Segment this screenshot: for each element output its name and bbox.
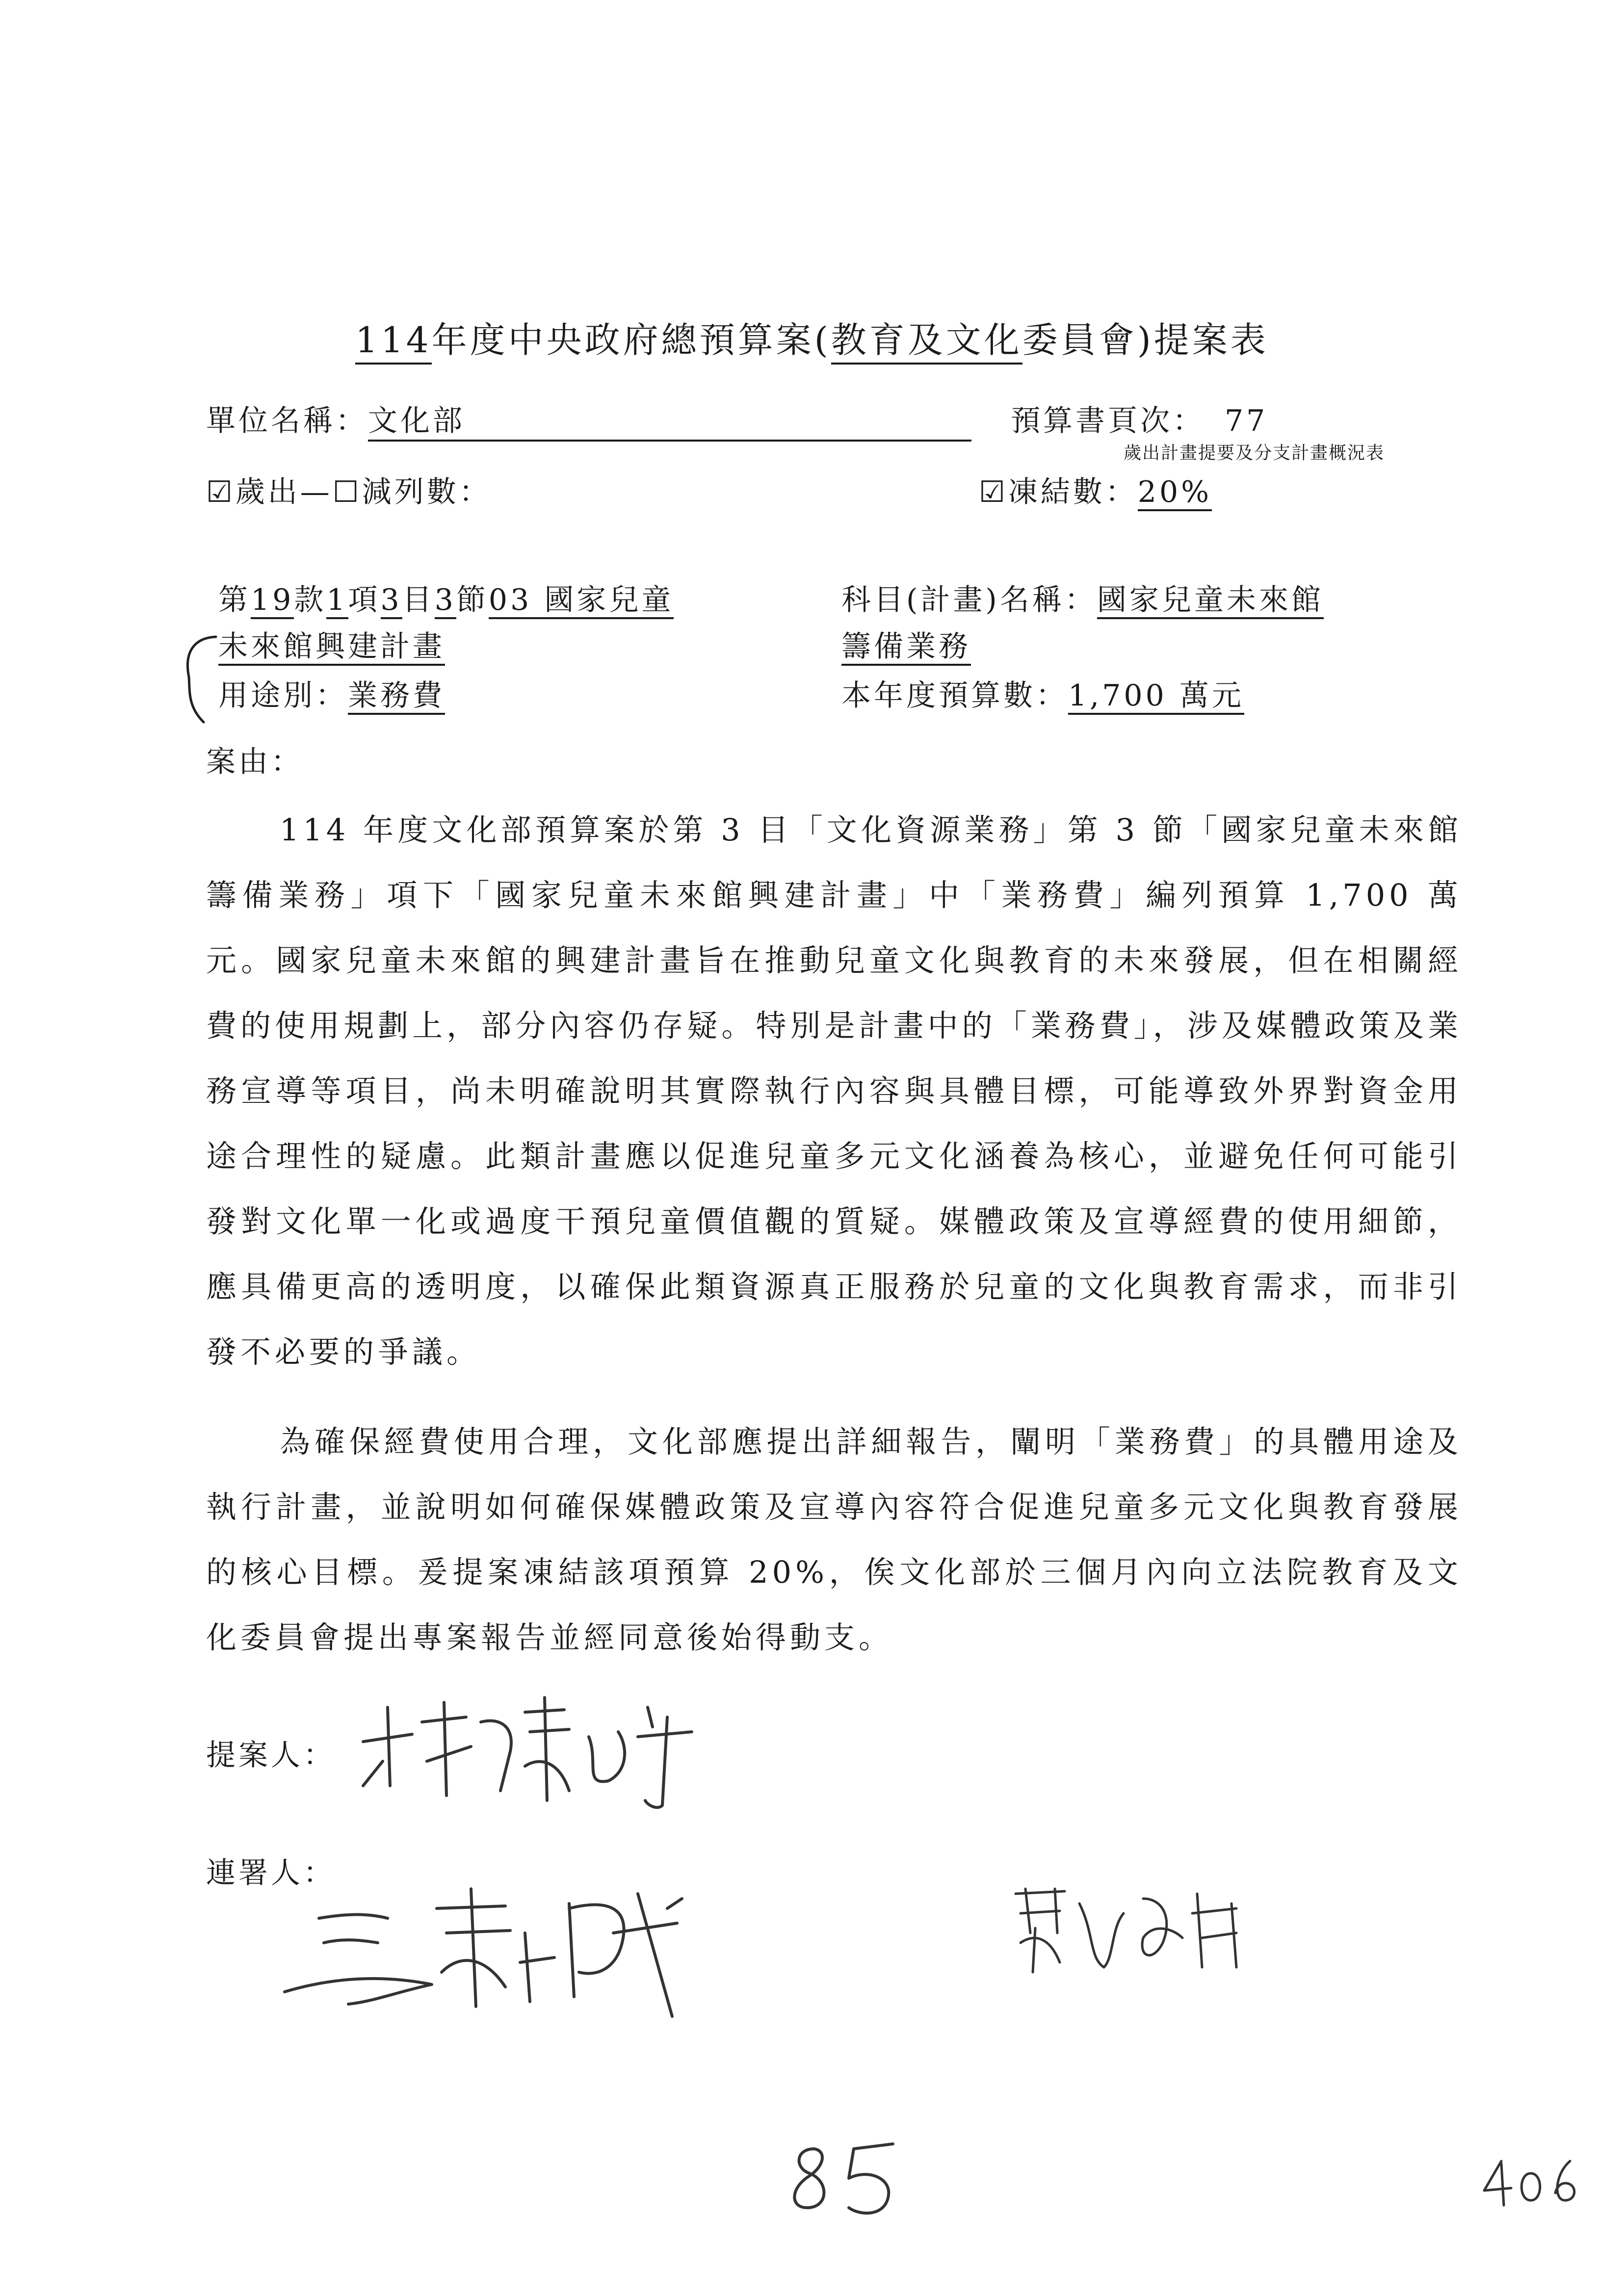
title-middle: 年度中央政府總預算案( xyxy=(431,319,831,361)
reason-body xyxy=(206,797,1462,1670)
budget-page-note: 歲出計畫提要及分支計畫概況表 xyxy=(1124,443,1385,463)
title-end: 委員會)提案表 xyxy=(1022,319,1269,361)
unit-value: 文化部 xyxy=(368,397,971,442)
handwritten-bracket xyxy=(174,633,218,726)
usage-value: 業務費 xyxy=(348,678,445,715)
form-title xyxy=(0,312,1624,363)
subject-row xyxy=(841,576,1324,619)
plan-line2: 未來館興建計畫 xyxy=(218,629,445,666)
unit-row xyxy=(206,397,971,442)
subject-line2: 籌備業務 xyxy=(841,629,971,666)
freeze-value: 20% xyxy=(1138,475,1212,511)
title-committee: 教育及文化 xyxy=(831,319,1022,365)
subject-line1: 國家兒童未來館 xyxy=(1097,583,1324,619)
options-row xyxy=(206,469,492,511)
subject-label: 科目(計畫)名稱： xyxy=(841,583,1097,617)
handwritten-corner-number xyxy=(1477,2154,1585,2213)
cosigners-label: 連署人： xyxy=(206,1856,336,1890)
unit-label: 單位名稱： xyxy=(206,404,368,438)
title-year: 114 xyxy=(355,319,431,365)
reduce-checkbox: ☐減列數： xyxy=(332,475,492,509)
subject-row2 xyxy=(841,623,971,665)
kuan-value: 19 xyxy=(251,583,294,619)
budget-page-label: 預算書頁次： xyxy=(1011,404,1205,438)
jie-value: 3 xyxy=(435,583,456,619)
dash: — xyxy=(300,475,333,509)
proposer-label: 提案人： xyxy=(206,1738,336,1773)
freeze-checkbox: ☑凍結數： xyxy=(979,475,1138,509)
amount-label: 本年度預算數： xyxy=(841,678,1068,713)
item-code-line1: 第19款1項3目3節03 國家兒童 xyxy=(218,576,674,619)
handwritten-page-number xyxy=(780,2134,908,2222)
expenditure-checkbox: ☑歲出 xyxy=(206,475,300,509)
budget-page-row xyxy=(1011,397,1297,440)
reason-paragraph-1: 114 年度文化部預算案於第 3 目「文化資源業務」第 3 節「國家兒童未來館籌備業務」項下「國家兒童未來館興建計畫」中「業務費」編列預算 1,700 萬元。國家兒童未來館的興建計畫旨在推動兒童文化與教育的未來發展，但在相關經費的使用規劃上，部分內容仍存疑。特別是計畫中的「業務費」，涉及媒體政策及業務宣導等項目，尚未明確說明其實際執行內容與具體目標，可能導致外界對資金用途合理性的疑慮。此類計畫應以促進兒童多元文化涵養為核心，並避免任何可能引發對文化單一化或過度干預兒童價值觀的質疑。媒體政策及宣導經費的使用細節，應具備更高的透明度，以確保此類資源真正服務於兒童的文化與教育需求，而非引發不必要的爭議。 xyxy=(206,812,1462,1370)
mu-value: 3 xyxy=(381,583,402,619)
xiang-value: 1 xyxy=(326,583,348,619)
usage-label: 用途別： xyxy=(218,678,348,713)
plan-line1: 03 國家兒童 xyxy=(489,583,674,619)
amount-row xyxy=(841,672,1244,714)
proposer-signature xyxy=(353,1688,707,1820)
item-code-line2 xyxy=(218,623,445,665)
usage-row xyxy=(218,672,445,714)
cosigner-signature-1 xyxy=(275,1879,716,2026)
budget-page-value: 77 xyxy=(1225,404,1268,438)
reason-label: 案由： xyxy=(206,745,303,779)
amount-value: 1,700 萬元 xyxy=(1068,678,1244,715)
reason-paragraph-2: 為確保經費使用合理，文化部應提出詳細報告，闡明「業務費」的具體用途及執行計畫，並說明如何確保媒體政策及宣導內容符合促進兒童多元文化與教育發展的核心目標。爰提案凍結該項預算 20%，俟文化部於三個月內向立法院教育及文化委員會提出專案報告並經同意後始得動支。 xyxy=(206,1424,1462,1655)
cosigner-signature-2 xyxy=(1006,1874,1281,1982)
freeze-row xyxy=(979,469,1212,511)
